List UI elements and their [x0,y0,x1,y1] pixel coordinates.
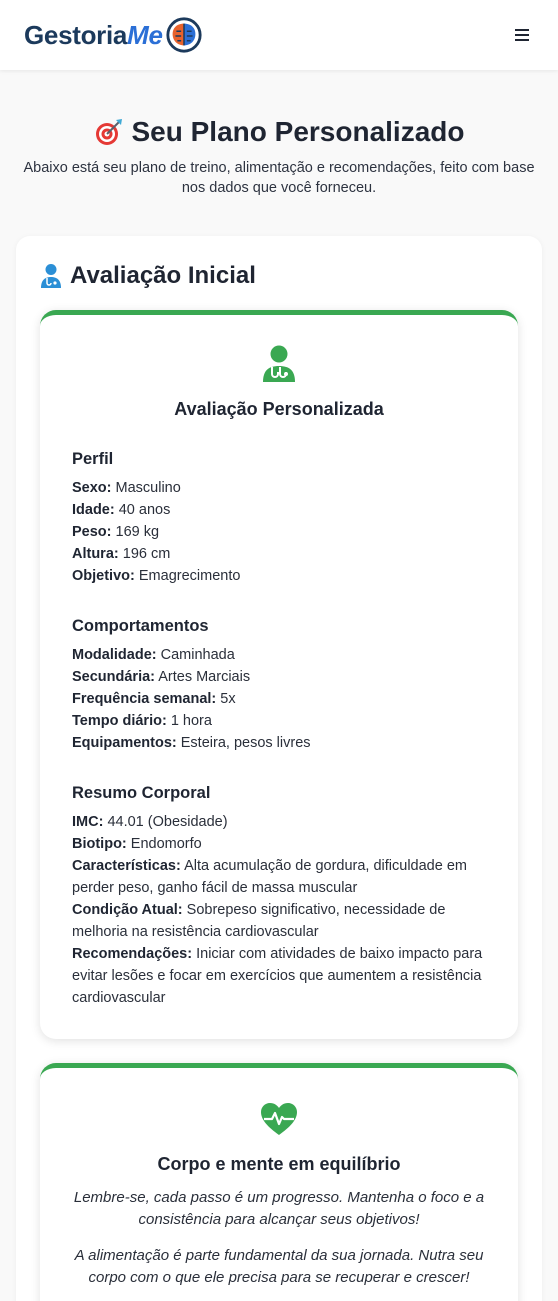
card-title: Avaliação Personalizada [174,399,384,419]
card-title: Corpo e mente em equilíbrio [157,1154,401,1174]
behavior-row: Equipamentos: Esteira, pesos livres [72,735,311,751]
motivation-quote: Lembre-se, cada passo é um progresso. Mantenha o foco e a consistência para alcançar seus objetivos! [73,1189,485,1228]
heartbeat-icon [260,1102,298,1136]
profile-title: Perfil [72,450,114,468]
logo[interactable] [24,16,203,54]
mind-body-card [40,1063,518,1301]
menu-button[interactable] [510,23,534,47]
body-summary-row: IMC: 44.01 (Obesidade) [72,814,228,830]
profile-row: Altura: 196 cm [72,546,171,562]
logo-text: GestoriaMe [24,19,163,50]
section-title [40,260,518,292]
intro [0,70,558,198]
hamburger-menu-icon [514,28,530,42]
profile-row: Sexo: Masculino [72,480,181,496]
assessment-card [40,310,518,1039]
top-header [0,0,558,70]
doctor-icon [261,345,297,383]
behavior-row: Frequência semanal: 5x [72,691,236,707]
profile-row: Peso: 169 kg [72,524,160,540]
profile-list [72,477,486,587]
behavior-row: Modalidade: Caminhada [72,647,235,663]
behavior-row: Tempo diário: 1 hora [72,713,212,729]
behavior-row: Secundária: Artes Marciais [72,669,251,685]
brain-logo-icon [165,16,203,54]
body-summary-row: Biotipo: Endomorfo [72,836,202,852]
initial-assessment-section [16,236,542,1301]
profile-row: Idade: 40 anos [72,502,171,518]
page-title-text: Seu Plano Personalizado [131,116,465,147]
profile-row: Objetivo: Emagrecimento [72,568,241,584]
body-summary-title: Resumo Corporal [72,784,211,802]
page-title [14,114,544,150]
body-summary-row: Recomendações: Iniciar com atividades de baixo impacto para evitar lesões e focar em exercícios que aumentem a resistência cardiovascular [72,946,483,1006]
target-icon [94,117,124,147]
behaviors-list [72,644,486,754]
body-summary-row: Condição Atual: Sobrepeso significativo, necessidade de melhoria na resistência cardiovascular [72,902,446,940]
behaviors-title: Comportamentos [72,617,209,635]
body-summary-row: Características: Alta acumulação de gordura, dificuldade em perder peso, ganho fácil de massa muscular [72,858,467,896]
page-subtitle: Abaixo está seu plano de treino, alimentação e recomendações, feito com base nos dados que você forneceu. [23,160,535,196]
section-title-text: Avaliação Inicial [70,262,256,289]
body-summary-list [72,811,486,1009]
doctor-icon [40,263,62,289]
nutrition-quote: A alimentação é parte fundamental da sua jornada. Nutra seu corpo com o que ele precisa para se recuperar e crescer! [74,1247,484,1286]
